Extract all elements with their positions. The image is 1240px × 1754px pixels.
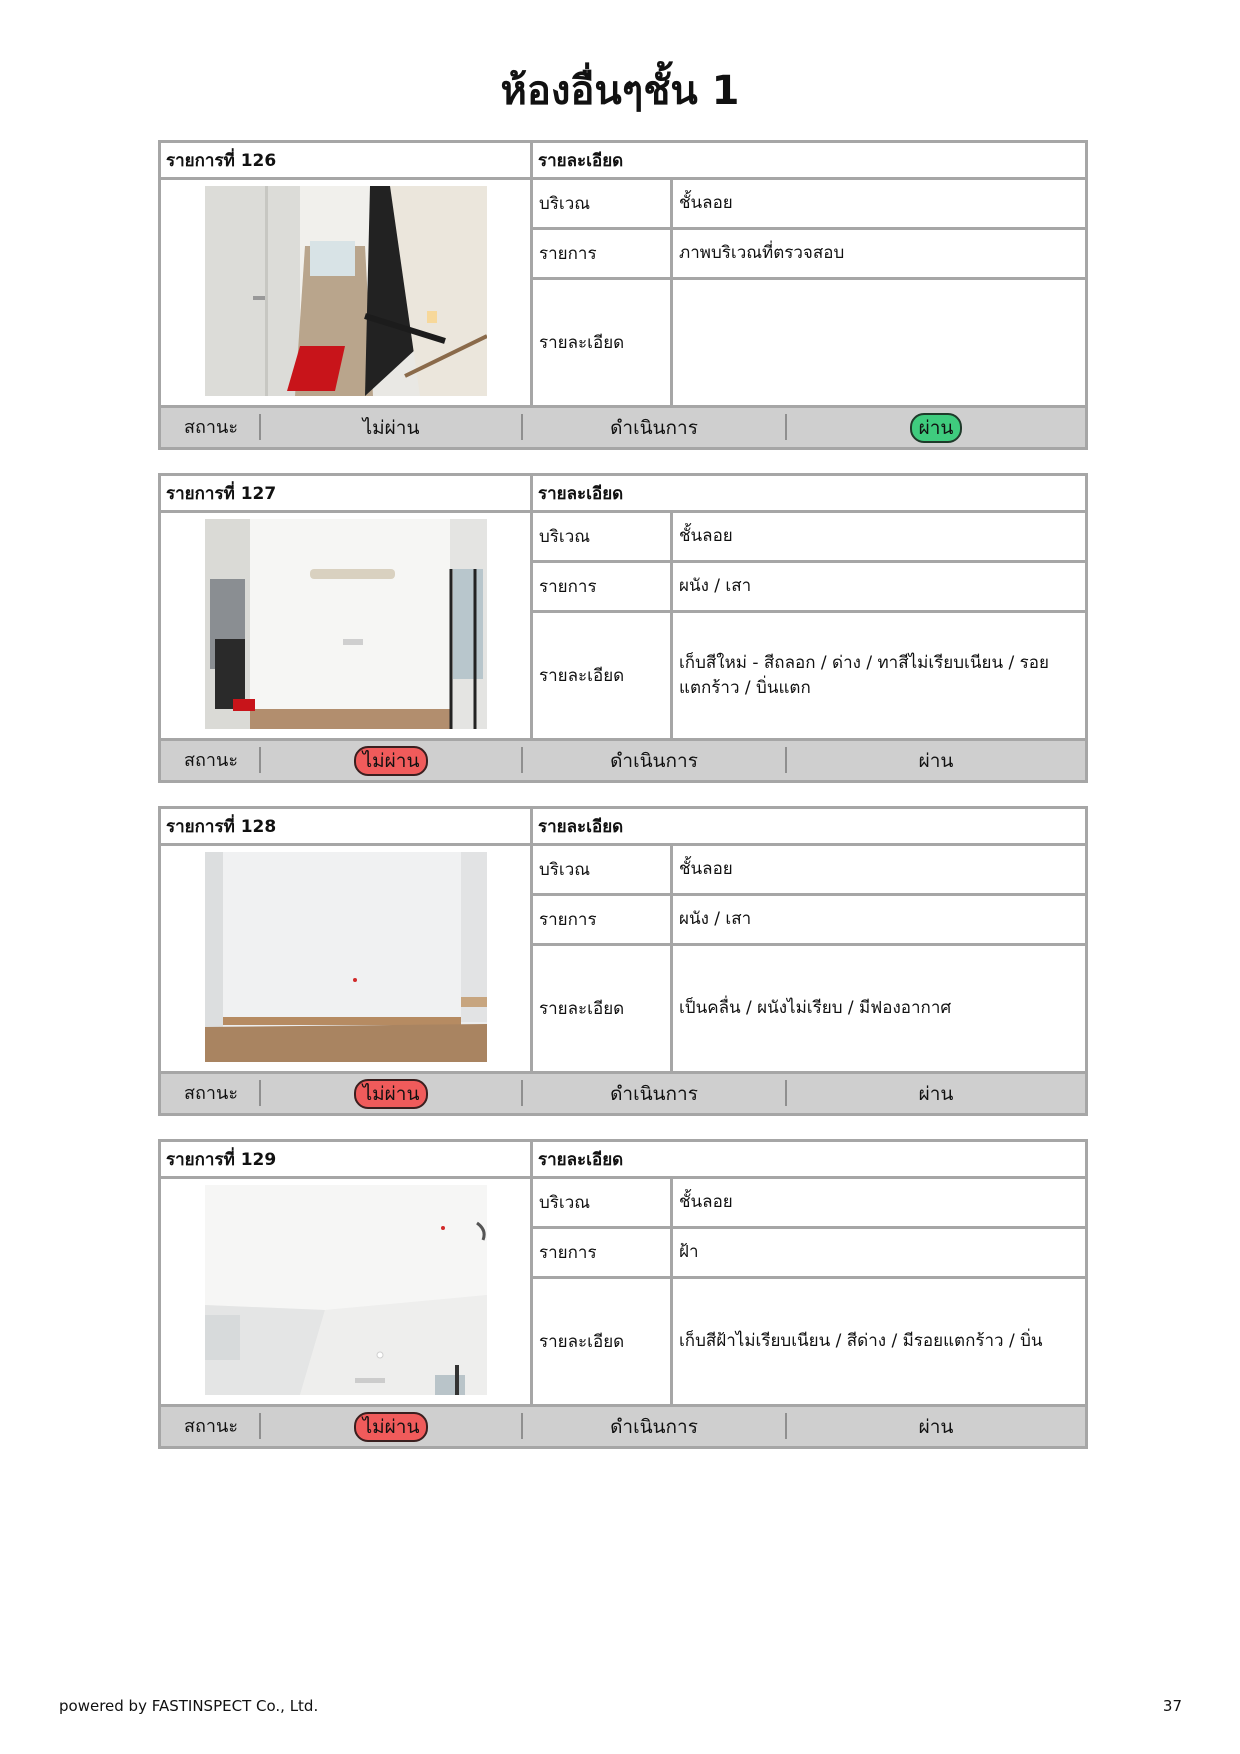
area-value: ชั้นลอย [679, 526, 733, 546]
detail-label: รายละเอียด [533, 613, 673, 738]
status-option-in-progress-label: ดำเนินการ [610, 1415, 698, 1438]
status-option-fail[interactable] [261, 1407, 521, 1446]
status-option-fail-label: ไม่ผ่าน [354, 746, 429, 776]
status-bar [161, 405, 1085, 447]
item-value: ผนัง / เสา [679, 909, 752, 929]
item-label: รายการ [533, 1229, 673, 1276]
area-row [533, 846, 1085, 896]
status-option-pass[interactable] [787, 741, 1085, 780]
detail-value: เก็บสีฝ้าไม่เรียบเนียน / สีด่าง / มีรอยแตกร้าว / บิ่น [679, 1331, 1043, 1351]
item-row [533, 896, 1085, 946]
photo-cell [161, 513, 533, 738]
detail-value: เก็บสีใหม่ - สีถลอก / ด่าง / ทาสีไม่เรียบเนียน / รอยแตกร้าว / บิ่นแตก [679, 652, 1049, 698]
area-label: บริเวณ [533, 1179, 673, 1226]
inspection-item-card [158, 140, 1088, 450]
status-option-pass-label: ผ่าน [910, 413, 963, 443]
status-option-in-progress-label: ดำเนินการ [610, 749, 698, 772]
item-value: ฝ้า [679, 1242, 699, 1262]
status-label: สถานะ [184, 750, 238, 771]
item-label: รายการ [533, 230, 673, 277]
inspection-item-card [158, 806, 1088, 1116]
item-row [533, 230, 1085, 280]
item-value: ผนัง / เสา [679, 576, 752, 596]
status-option-in-progress[interactable] [523, 1074, 785, 1113]
status-bar [161, 1404, 1085, 1446]
status-bar [161, 738, 1085, 780]
status-option-in-progress-label: ดำเนินการ [610, 416, 698, 439]
photo-cell [161, 846, 533, 1071]
ceiling-photo[interactable] [205, 1185, 487, 1395]
status-option-in-progress-label: ดำเนินการ [610, 1082, 698, 1105]
status-bar [161, 1071, 1085, 1113]
status-option-in-progress[interactable] [523, 408, 785, 447]
page-title: ห้องอื่นๆชั้น 1 [500, 68, 740, 114]
status-option-fail[interactable] [261, 1074, 521, 1113]
status-label: สถานะ [184, 1083, 238, 1104]
card-header [161, 143, 1085, 180]
status-option-fail-label: ไม่ผ่าน [354, 1079, 429, 1109]
inspection-item-card [158, 1139, 1088, 1449]
item-label: รายการ [533, 896, 673, 943]
footer-credit: powered by FASTINSPECT Co., Ltd. [59, 1697, 319, 1715]
detail-row [533, 946, 1085, 1071]
inspection-item-card [158, 473, 1088, 783]
wall-column-photo[interactable] [205, 519, 487, 729]
status-option-fail[interactable] [261, 741, 521, 780]
card-header [161, 476, 1085, 513]
photo-cell [161, 1179, 533, 1404]
status-option-fail-label: ไม่ผ่าน [362, 416, 420, 439]
detail-header: รายละเอียด [538, 151, 624, 171]
photo-cell [161, 180, 533, 405]
status-option-pass[interactable] [787, 408, 1085, 447]
area-value: ชั้นลอย [679, 859, 733, 879]
area-label: บริเวณ [533, 846, 673, 893]
area-row [533, 180, 1085, 230]
status-option-pass-label: ผ่าน [918, 749, 954, 772]
page-number: 37 [1162, 1697, 1182, 1715]
detail-header: รายละเอียด [538, 817, 624, 837]
card-header [161, 809, 1085, 846]
item-label: รายการ [533, 563, 673, 610]
detail-value [673, 280, 1085, 405]
item-number: รายการที่ 126 [161, 143, 533, 177]
item-row [533, 563, 1085, 613]
area-label: บริเวณ [533, 513, 673, 560]
status-option-pass-label: ผ่าน [918, 1415, 954, 1438]
stairwell-hallway-photo[interactable] [205, 186, 487, 396]
item-number: รายการที่ 128 [161, 809, 533, 843]
status-option-pass[interactable] [787, 1074, 1085, 1113]
item-number: รายการที่ 129 [161, 1142, 533, 1176]
status-option-fail[interactable] [261, 408, 521, 447]
status-option-pass-label: ผ่าน [918, 1082, 954, 1105]
detail-value: เป็นคลื่น / ผนังไม่เรียบ / มีฟองอากาศ [679, 998, 952, 1018]
detail-row [533, 1279, 1085, 1404]
status-label: สถานะ [184, 417, 238, 438]
detail-row [533, 613, 1085, 738]
area-value: ชั้นลอย [679, 1192, 733, 1212]
area-value: ชั้นลอย [679, 193, 733, 213]
item-value: ภาพบริเวณที่ตรวจสอบ [679, 243, 845, 263]
detail-header: รายละเอียด [538, 1150, 624, 1170]
detail-label: รายละเอียด [533, 280, 673, 405]
wall-skirting-photo[interactable] [205, 852, 487, 1062]
status-option-fail-label: ไม่ผ่าน [354, 1412, 429, 1442]
status-option-pass[interactable] [787, 1407, 1085, 1446]
status-option-in-progress[interactable] [523, 1407, 785, 1446]
status-label: สถานะ [184, 1416, 238, 1437]
status-option-in-progress[interactable] [523, 741, 785, 780]
detail-header: รายละเอียด [538, 484, 624, 504]
item-number: รายการที่ 127 [161, 476, 533, 510]
card-header [161, 1142, 1085, 1179]
detail-row [533, 280, 1085, 405]
item-row [533, 1229, 1085, 1279]
detail-label: รายละเอียด [533, 1279, 673, 1404]
area-row [533, 1179, 1085, 1229]
area-label: บริเวณ [533, 180, 673, 227]
detail-label: รายละเอียด [533, 946, 673, 1071]
area-row [533, 513, 1085, 563]
